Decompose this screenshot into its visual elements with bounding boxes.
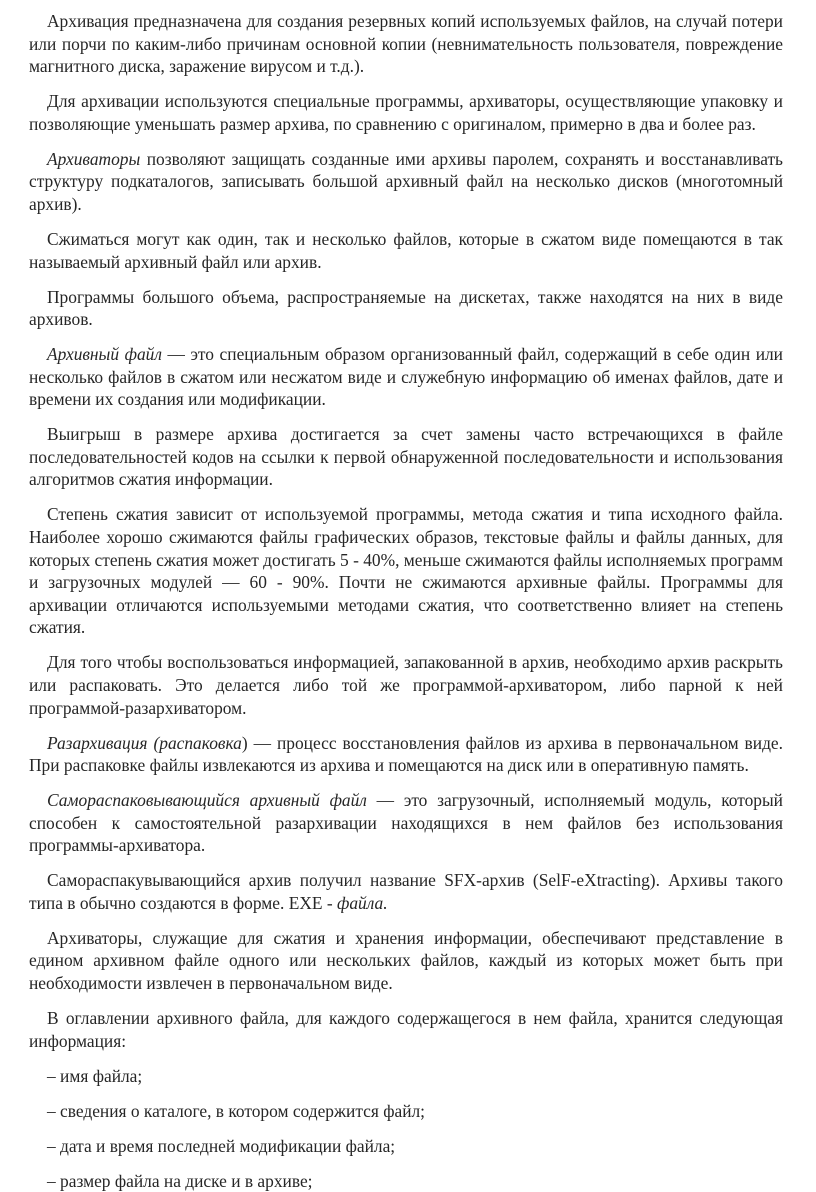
term-archivers: Архиваторы [47, 148, 141, 169]
paragraph-11 [29, 789, 783, 857]
paragraph-1 [29, 10, 783, 78]
paragraph-text: Выигрыш в размере архива достигается за счет замены часто встречающихся в файле последовательностей кодов на ссылки к первой обнаруженной последовательности и использования алгоритмов сжатия информации. [29, 424, 783, 490]
term-unarchiving: Разархивация (распаковка [47, 732, 242, 753]
paragraph-text: Архивация предназначена для создания резервных копий используемых файлов, на случай потери или порчи по каким-либо причинам основной копии (невнимательность пользователя, повреждение магнитного диска, заражение вирусом и т.д.). [29, 11, 783, 77]
paragraph-text: — это загрузочный, исполняемый модуль, который способен к самостоятельной разархивации находящихся в нем файлов без использования программы-архиватора. [29, 790, 783, 856]
paragraph-4 [29, 228, 783, 273]
paragraph-text: Для архивации используются специальные программы, архиваторы, осуществляющие упаковку и позволяющие уменьшать размер архива, по сравнению с оригиналом, примерно в два и более раз. [29, 91, 783, 134]
paragraph-10 [29, 732, 783, 777]
paragraph-7 [29, 423, 783, 491]
paragraph-13 [29, 927, 783, 995]
paragraph-text: Сжиматься могут как один, так и несколько файлов, которые в сжатом виде помещаются в так называемый архивный файл или архив. [29, 228, 783, 272]
paragraph-text: Программы большого объема, распространяемые на дискетах, также находятся на них в виде архивов. [29, 286, 783, 330]
paragraph-text: Архиваторы, служащие для сжатия и хранения информации, обеспечивают представление в едином архивном файле одного или нескольких файлов, каждый из которых может быть при необходимости извлечен в первоначальном виде. [29, 927, 783, 994]
paragraph-8 [29, 503, 783, 639]
paragraph-5 [29, 286, 783, 331]
paragraph-text: позволяют защищать созданные ими архивы паролем, сохранять и восстанавливать структуру подкаталогов, записывать большой архивный файл на несколько дисков (многотомный архив). [29, 148, 783, 214]
paragraph-text: ) — процесс восстановления файлов из архива в первоначальном виде. При распаковке файлы извлекаются из архива и помещаются на диск или в оперативную память. [29, 732, 783, 776]
paragraph-9 [29, 651, 783, 719]
term-archive-file: Архивный файл [47, 344, 162, 365]
list-item: – размер файла на диске и в архиве; [47, 1170, 313, 1191]
paragraph-text: Для того чтобы воспользоваться информацией, запакованной в архив, необходимо архив раскрыть или распаковать. Это делается либо той же программой-архиватором, либо парной к ней программой-разархиватором. [29, 652, 783, 718]
term-file: файла. [337, 892, 388, 913]
paragraph-text: Самораспакувывающийся архив получил название SFX-архив (SelF-eXtracting). Архивы такого типа в обычно создаются в форме. EXE - [29, 870, 783, 913]
paragraph-6 [29, 343, 783, 411]
list-item: – сведения о каталоге, в котором содержится файл; [47, 1100, 426, 1121]
paragraph-text: В оглавлении архивного файла, для каждого содержащегося в нем файла, хранится следующая информация: [29, 1008, 783, 1051]
term-self-extracting: Самораспаковывающийся архивный файл [47, 790, 367, 811]
paragraph-2 [29, 90, 783, 135]
paragraph-14 [29, 1007, 783, 1052]
paragraph-12 [29, 869, 783, 914]
paragraph-text: Степень сжатия зависит от используемой программы, метода сжатия и типа исходного файла. Наиболее хорошо сжимаются файлы графических образов, текстовые файлы и файлы данных, для которых степень сжатия может достигать 5 - 40%, меньше сжимаются файлы исполняемых программ и загрузочных модулей — 60 - 90%. Почти не сжимаются архивные файлы. Программы для архивации отличаются используемыми методами сжатия, что соответственно влияет на степень сжатия. [29, 504, 783, 638]
paragraph-text: — это специальным образом организованный файл, содержащий в себе один или несколько файлов в сжатом или несжатом виде и служебную информацию об именах файлов, дате и времени их создания или модификации. [29, 344, 783, 410]
list-item: – имя файла; [47, 1065, 143, 1086]
list-item: – дата и время последней модификации файла; [47, 1135, 396, 1156]
paragraph-3 [29, 148, 783, 216]
